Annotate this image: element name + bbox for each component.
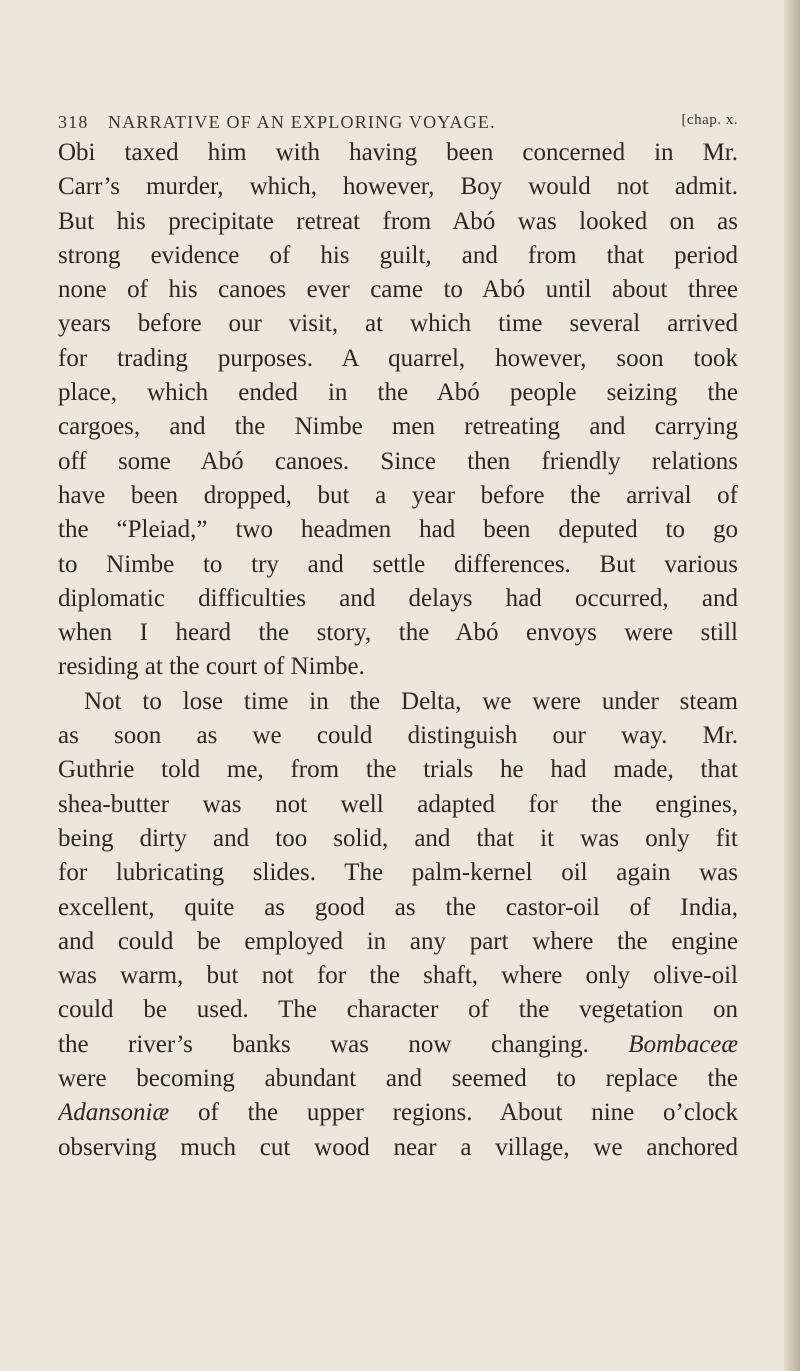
- text-line-with-italic: [58, 1096, 738, 1130]
- text-line: off some Abó canoes. Since then friendly relations: [58, 447, 738, 475]
- italic-term: Adansoniæ: [58, 1099, 170, 1127]
- text-line: for lubricating slides. The palm-kernel oil again was: [58, 859, 738, 887]
- text-line: were becoming abundant and seemed to replace the: [58, 1065, 738, 1093]
- text-line: residing at the court of Nimbe.: [58, 653, 365, 681]
- text-line: place, which ended in the Abó people seizing the: [58, 379, 738, 407]
- text-line: to Nimbe to try and settle differences. But various: [58, 550, 738, 578]
- text-line: But his precipitate retreat from Abó was looked on as: [58, 207, 738, 235]
- text-line: cargoes, and the Nimbe men retreating and carrying: [58, 413, 738, 441]
- text-line: being dirty and too solid, and that it was only fit: [58, 824, 738, 852]
- text-line: years before our visit, at which time several arrived: [58, 310, 738, 338]
- text-line-indented: Not to lose time in the Delta, we were under steam: [84, 687, 738, 715]
- text-line: and could be employed in any part where the engine: [58, 927, 738, 955]
- text-line: when I heard the story, the Abó envoys were still: [58, 619, 738, 647]
- text-line: could be used. The character of the vegetation on: [58, 996, 738, 1024]
- text-line: excellent, quite as good as the castor-oil of India,: [58, 893, 738, 921]
- text-line: the “Pleiad,” two headmen had been deputed to go: [58, 516, 738, 544]
- text-line: Obi taxed him with having been concerned in Mr.: [58, 139, 738, 166]
- text-line: have been dropped, but a year before the arrival of: [58, 481, 738, 509]
- italic-term: Bombaceæ: [628, 1030, 738, 1058]
- text-line: Carr’s murder, which, however, Boy would not admit.: [58, 173, 738, 201]
- text-line: diplomatic difficulties and delays had occurred, and: [58, 584, 738, 612]
- text-line: none of his canoes ever came to Abó until about three: [58, 276, 738, 304]
- page-edge: [784, 0, 800, 1371]
- text-line: for trading purposes. A quarrel, however, soon took: [58, 344, 738, 372]
- page-number: 318: [58, 112, 89, 132]
- chapter-reference: [chap. x.: [681, 112, 738, 128]
- text-line: strong evidence of his guilt, and from that period: [58, 241, 738, 269]
- text-line: observing much cut wood near a village, we anchored: [58, 1133, 738, 1161]
- text-segment: the river’s banks was now changing.: [58, 1030, 589, 1058]
- text-segment: of the upper regions. About nine o’clock: [197, 1099, 738, 1127]
- body-text: [58, 136, 738, 1165]
- text-line: was warm, but not for the shaft, where only olive-oil: [58, 962, 738, 990]
- text-line: as soon as we could distinguish our way. Mr.: [58, 722, 738, 750]
- text-line: Guthrie told me, from the trials he had made, that: [58, 756, 738, 784]
- text-line-with-italic: [58, 1028, 738, 1062]
- text-line: shea-butter was not well adapted for the engines,: [58, 790, 738, 818]
- running-title: NARRATIVE OF AN EXPLORING VOYAGE.: [108, 112, 496, 132]
